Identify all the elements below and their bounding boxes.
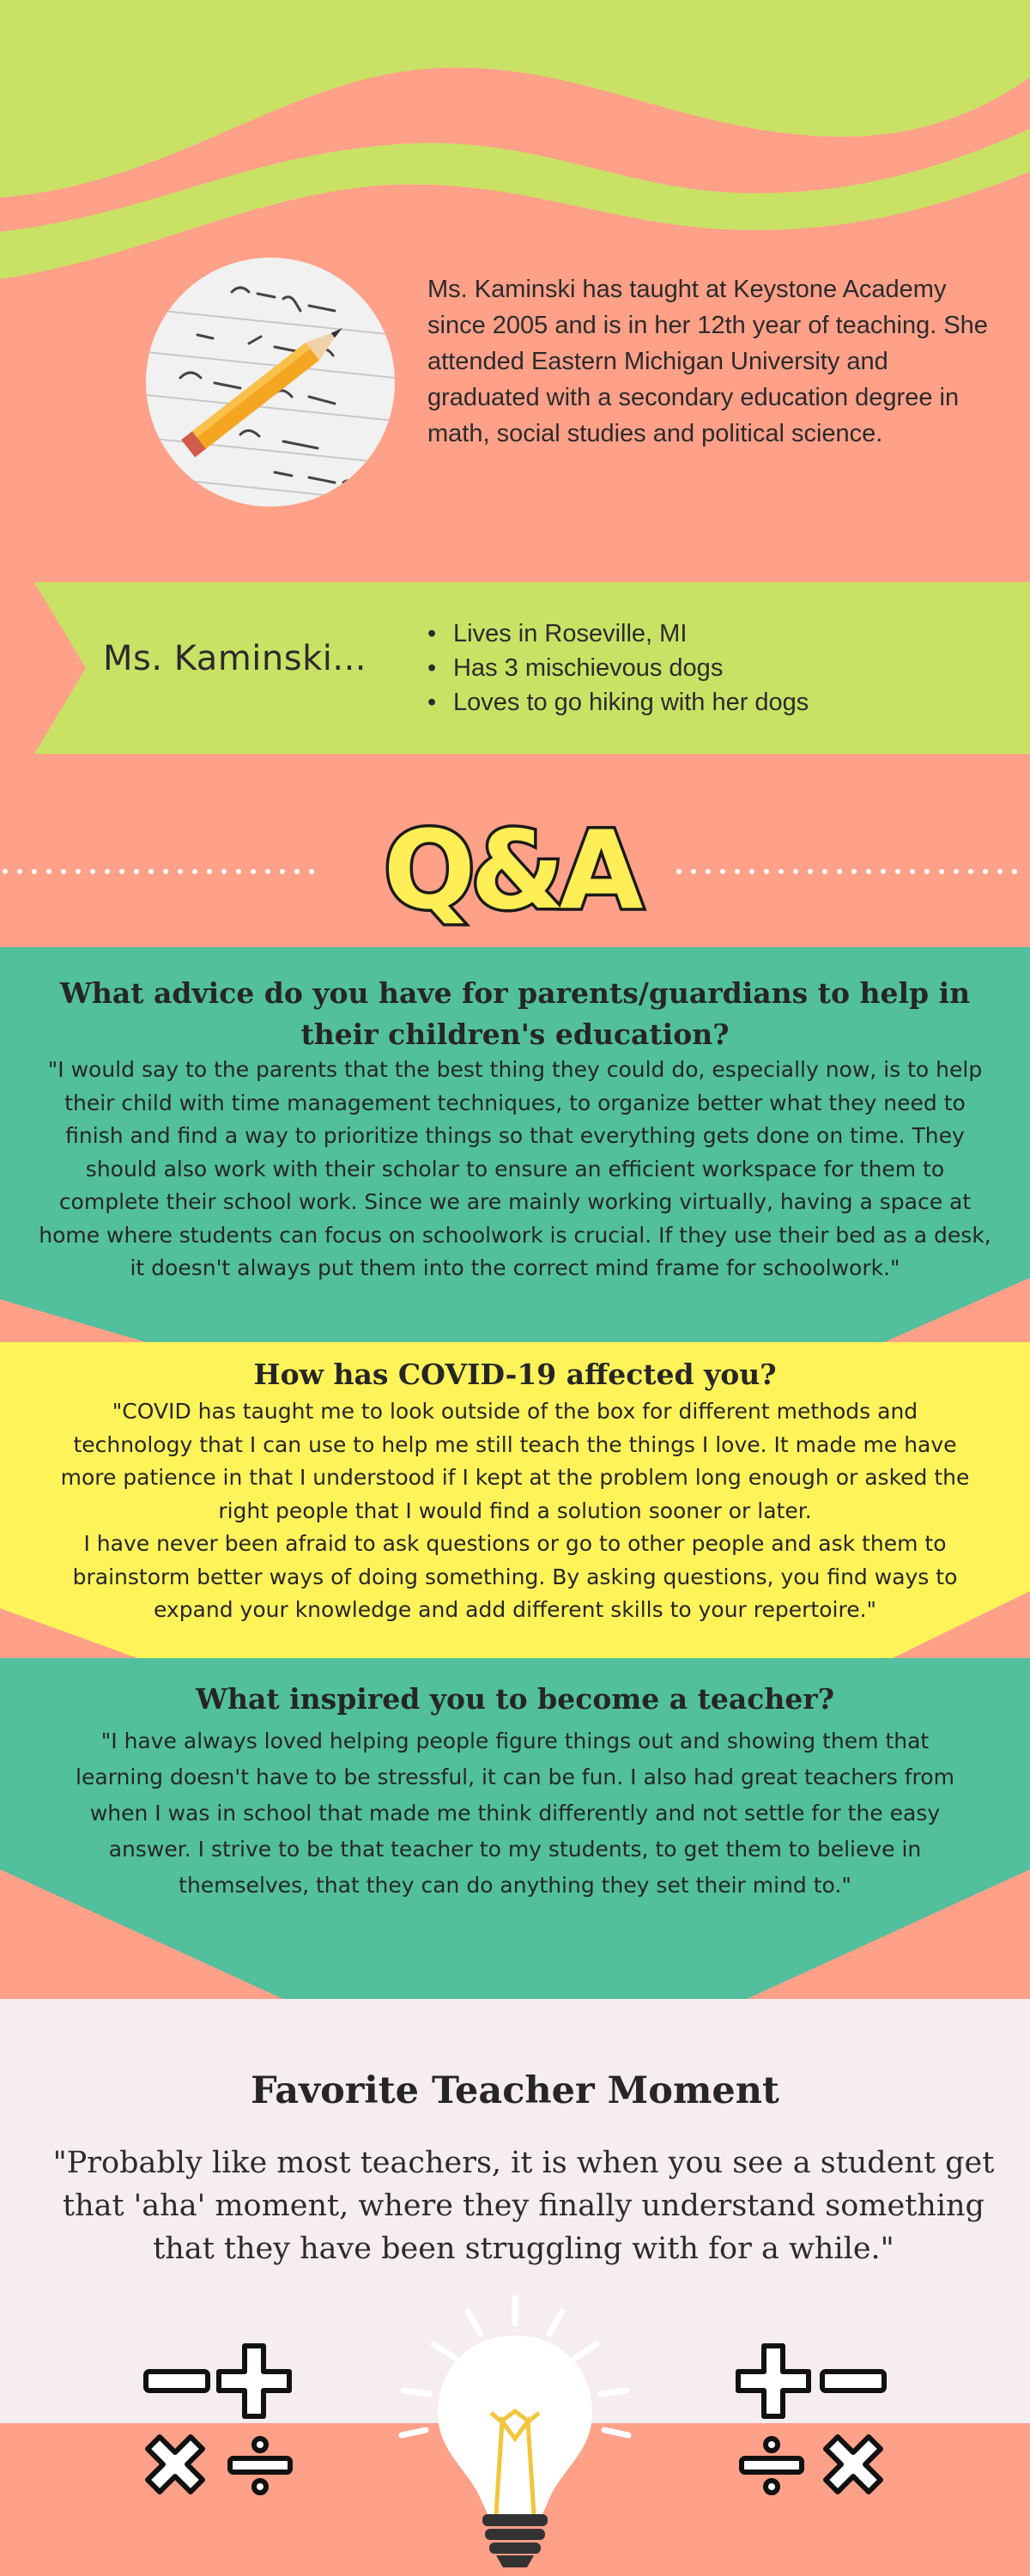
favorite-moment-title: Favorite Teacher Moment bbox=[251, 2069, 779, 2112]
fun-facts-list bbox=[427, 617, 809, 720]
answer-paragraph: "COVID has taught me to look outside of the box for different methods and technology that I can use to help me still teach the things I love. It made me have more patience in that I understood if I kept at the problem long enough or asked the right people that I would find a solution sooner or later. bbox=[60, 1399, 970, 1523]
math-symbols-left-icon bbox=[146, 2346, 290, 2493]
fun-fact-item: • Lives in Roseville, MI bbox=[427, 617, 809, 651]
dotted-divider-left bbox=[0, 867, 326, 876]
math-symbols-right-icon bbox=[738, 2346, 884, 2493]
qa-logo bbox=[365, 811, 657, 932]
question-section-3 bbox=[0, 1658, 1030, 1999]
answer-paragraph: I have never been afraid to ask questions or go to other people and ask them to brainstorm better ways of doing something. By asking questions, you find ways to expand your knowledge and add different skills to your repertoire." bbox=[72, 1531, 958, 1622]
pencil-paper-illustration bbox=[146, 258, 395, 507]
question-title: What advice do you have for parents/guardians to help in their children's education? bbox=[59, 976, 971, 1051]
top-wave-decoration bbox=[0, 0, 1030, 292]
question-title: How has COVID-19 affected you? bbox=[253, 1358, 777, 1391]
question-answer bbox=[52, 1395, 978, 1627]
favorite-moment-quote: "Probably like most teachers, it is when you see a student get that 'aha' moment, where they finally understand something that they have been struggling with for a while." bbox=[52, 2146, 995, 2266]
fun-fact-item: • Loves to go hiking with her dogs bbox=[427, 685, 809, 720]
bottom-icons bbox=[0, 2284, 1030, 2576]
ribbon-title: Ms. Kaminski... bbox=[103, 639, 367, 678]
math-worksheet-photo bbox=[146, 258, 395, 507]
intro-bio-text: Ms. Kaminski has taught at Keystone Academy since 2005 and is in her 12th year of teaching. She attended Eastern Michigan University and graduated with a secondary education degree in math, social studies and political science. bbox=[427, 276, 988, 447]
fun-fact-item: • Has 3 mischievous dogs bbox=[427, 651, 809, 685]
question-answer: "I have always loved helping people figure things out and showing them that learning doesn't have to be stressful, it can be fun. I also had great teachers from when I was in school that made me think differently and not settle for the easy answer. I strive to be that teacher to my students, to get them to believe in themselves, that they can do anything they set their mind to." bbox=[76, 1728, 954, 1898]
svg-text:Q&A: Q&A bbox=[383, 811, 639, 932]
light-bulb-icon bbox=[438, 2336, 592, 2567]
dotted-divider-right bbox=[674, 867, 1030, 876]
question-section-1 bbox=[0, 947, 1030, 1342]
question-section-2 bbox=[0, 1342, 1030, 1658]
question-answer: "I would say to the parents that the best thing they could do, especially now, is to help their child with time management techniques, to organize better what they need to finish and find a way to prioritize things so that everything gets done on time. They should also work with their scholar to ensure an efficient workspace for them to complete their school work. Since we are mainly working virtually, having a space at home where students can focus on schoolwork is crucial. If they use their bed as a desk, it doesn't always put them into the correct mind frame for schoolwork." bbox=[39, 1057, 991, 1280]
question-title: What inspired you to become a teacher? bbox=[195, 1682, 835, 1716]
